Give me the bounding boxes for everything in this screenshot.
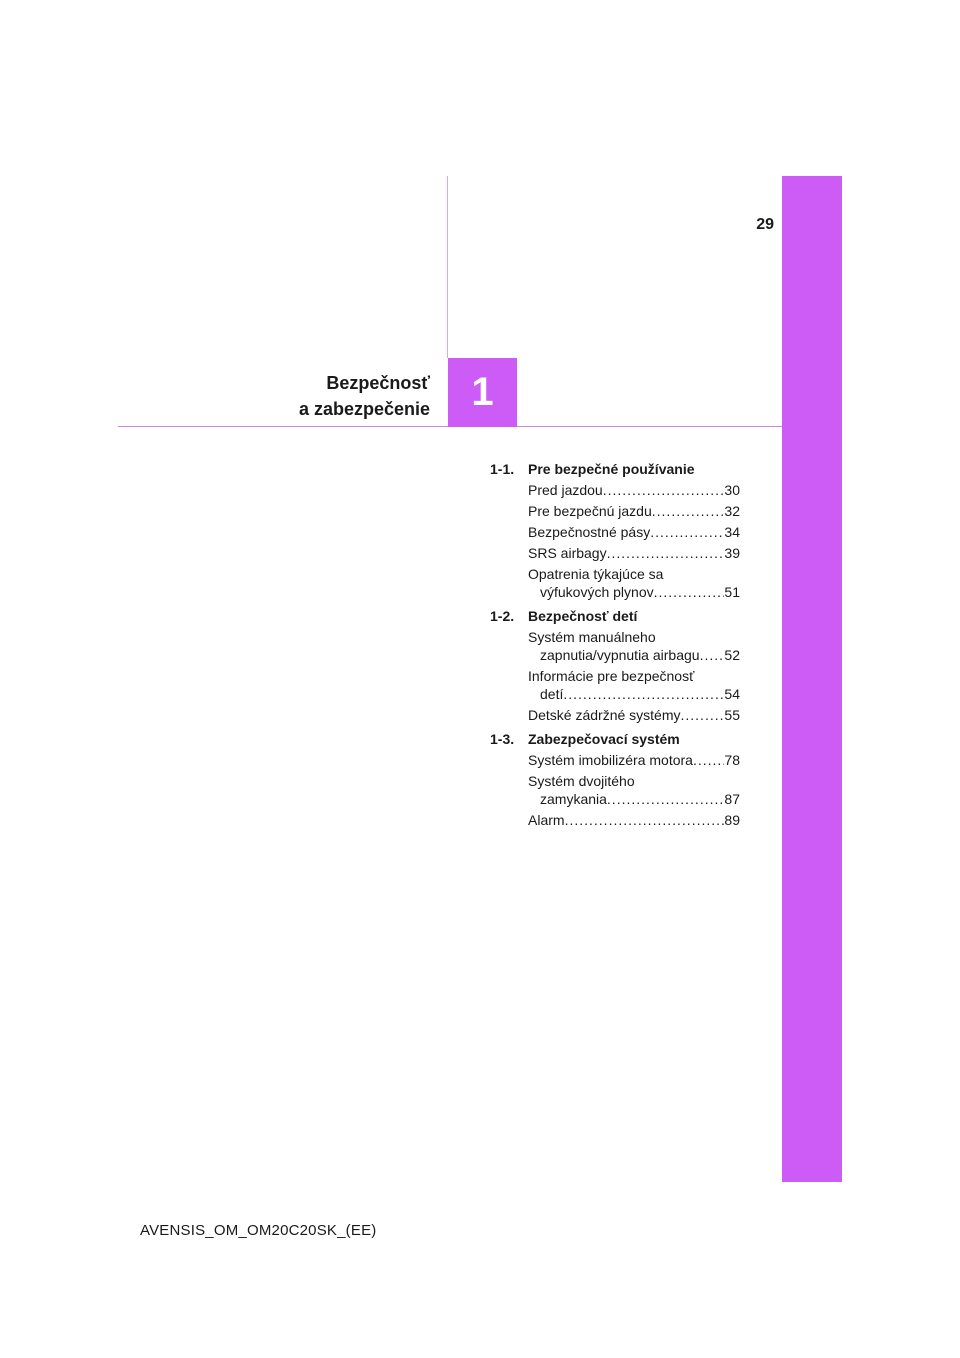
leader-dots [681,706,725,724]
entry-page: 39 [724,545,740,561]
section-title: Bezpečnosť detí [528,608,638,624]
entry-label: Pred jazdou [528,482,603,498]
entry-page: 34 [724,524,740,540]
section-title: Pre bezpečné používanie [528,461,695,477]
entry-page: 55 [724,707,740,723]
toc-entry[interactable] [528,706,740,724]
entry-label: Systém imobilizéra motora [528,752,693,768]
entry-label: Systém dvojitého [528,773,635,789]
chapter-number-box [448,358,517,427]
toc-entry[interactable] [528,523,740,541]
entry-page: 54 [724,686,740,702]
entry-label: Bezpečnostné pásy [528,524,651,540]
leader-dots [700,646,725,664]
page-number: 29 [756,216,774,233]
entry-label: Pre bezpečnú jazdu [528,503,652,519]
chapter-number: 1 [471,370,494,414]
section-title: Zabezpečovací systém [528,731,680,747]
leader-dots [603,481,725,499]
entry-label: Detské zádržné systémy [528,707,681,723]
section-number: 1-3. [490,731,515,747]
entry-label-continued: zapnutia/vypnutia airbagu [540,647,700,663]
entry-label-continued: výfukových plynov [540,584,654,600]
document-code-footer: AVENSIS_OM_OM20C20SK_(EE) [140,1222,377,1239]
chapter-side-tab [782,176,842,1182]
toc-entry[interactable] [528,751,740,769]
entry-page: 30 [724,482,740,498]
chapter-title-line-1: Bezpečnosť [326,373,430,393]
entry-page: 52 [724,647,740,663]
toc-entry[interactable] [528,667,740,703]
entry-label-continued: detí [540,686,564,702]
leader-dots [607,790,725,808]
entry-label: Opatrenia týkajúce sa [528,566,664,582]
toc-entry[interactable] [528,502,740,520]
entry-page: 89 [724,812,740,828]
entry-page: 87 [724,791,740,807]
section-number: 1-1. [490,461,515,477]
toc-entry[interactable] [528,481,740,499]
toc-section [490,606,740,724]
vertical-rule [447,176,448,358]
toc-entry[interactable] [528,565,740,601]
table-of-contents [490,459,740,834]
entry-label: Alarm [528,812,565,828]
leader-dots [563,685,724,703]
leader-dots [607,544,725,562]
leader-dots [693,751,724,769]
toc-section [490,729,740,829]
toc-entry[interactable] [528,544,740,562]
toc-entry[interactable] [528,811,740,829]
leader-dots [565,811,725,829]
toc-section-heading[interactable] [490,459,740,479]
toc-section [490,459,740,601]
entry-page: 78 [724,752,740,768]
section-number: 1-2. [490,608,515,624]
toc-entry[interactable] [528,628,740,664]
leader-dots [650,523,724,541]
toc-section-heading[interactable] [490,606,740,626]
entry-label: SRS airbagy [528,545,607,561]
entry-page: 51 [724,584,740,600]
chapter-title-line-2: a zabezpečenie [298,399,430,419]
entry-page: 32 [724,503,740,519]
toc-section-heading[interactable] [490,729,740,749]
leader-dots [652,502,725,520]
entry-label-continued: zamykania [540,791,607,807]
toc-entry[interactable] [528,772,740,808]
entry-label: Systém manuálneho [528,629,656,645]
leader-dots [654,583,725,601]
chapter-title [200,370,430,422]
entry-label: Informácie pre bezpečnosť [528,668,695,684]
